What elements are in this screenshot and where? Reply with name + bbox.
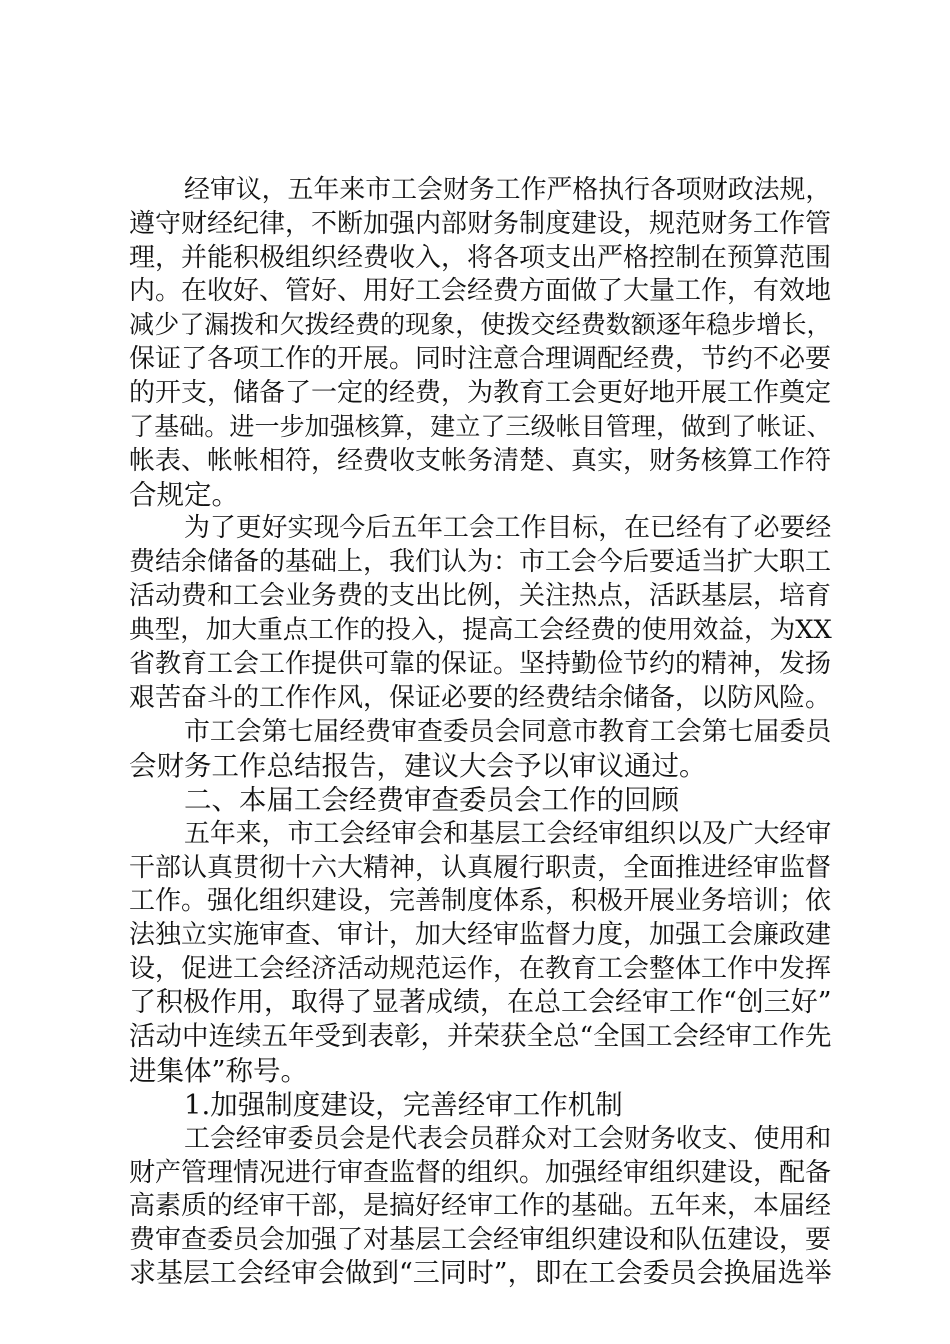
text-line: 减少了漏拨和欠拨经费的现象，使拨交经费数额逐年稳步增长， [129, 310, 832, 339]
text-line: 遵守财经纪律，不断加强内部财务制度建设，规范财务工作管 [129, 209, 832, 239]
text-line: 求基层工会经审会做到“三同时”，即在工会委员会换届选举 [129, 1258, 832, 1289]
text-line: 工会经审委员会是代表会员群众对工会财务收支、使用和 [184, 1124, 832, 1154]
text-line: 保证了各项工作的开展。同时注意合理调配经费，节约不必要 [129, 344, 832, 374]
text-line: 省教育工会工作提供可靠的保证。坚持勤俭节约的精神，发扬 [129, 649, 832, 679]
text-line: 帐表、帐帐相符，经费收支帐务清楚、真实，财务核算工作符 [129, 446, 832, 476]
text-line: 为了更好实现今后五年工会工作目标，在已经有了必要经 [184, 513, 832, 543]
text-line: 工作。强化组织建设，完善制度体系，积极开展业务培训；依 [129, 886, 832, 916]
text-line: 经审议，五年来市工会财务工作严格执行各项财政法规， [184, 175, 832, 205]
subsection-heading: 1.加强制度建设，完善经审工作机制 [184, 1089, 623, 1121]
section-heading: 二、本届工会经费审查委员会工作的回顾 [184, 784, 679, 816]
text-line: 干部认真贯彻十六大精神，认真履行职责，全面推进经审监督 [129, 853, 832, 883]
text-line: 活动费和工会业务费的支出比例，关注热点，活跃基层，培育 [129, 581, 832, 611]
text-line: 合规定。 [129, 479, 239, 511]
text-line: 典型，加大重点工作的投入，提高工会经费的使用效益，为XX [129, 615, 832, 645]
text-line: 的开支，储备了一定的经费，为教育工会更好地开展工作奠定 [129, 378, 832, 408]
text-line: 了积极作用，取得了显著成绩，在总工会经审工作“创三好” [129, 987, 832, 1018]
text-line: 法独立实施审查、审计，加大经审监督力度，加强工会廉政建 [129, 920, 832, 950]
text-line: 费审查委员会加强了对基层工会经审组织建设和队伍建设，要 [129, 1225, 832, 1255]
text-line: 内。在收好、管好、用好工会经费方面做了大量工作，有效地 [129, 276, 832, 306]
text-line: 了基础。进一步加强核算，建立了三级帐目管理，做到了帐证、 [129, 412, 832, 441]
text-line: 高素质的经审干部，是搞好经审工作的基础。五年来，本届经 [129, 1191, 832, 1221]
text-line: 市工会第七届经费审查委员会同意市教育工会第七届委员 [184, 717, 832, 747]
text-line: 理，并能积极组织经费收入，将各项支出严格控制在预算范围 [129, 243, 832, 273]
text-line: 进集体”称号。 [129, 1055, 309, 1087]
text-line: 会财务工作总结报告，建议大会予以审议通过。 [129, 750, 707, 782]
text-line: 费结余储备的基础上，我们认为：市工会今后要适当扩大职工 [129, 547, 832, 577]
text-line: 活动中连续五年受到表彰，并荣获全总“全国工会经审工作先 [129, 1021, 832, 1052]
text-line: 设，促进工会经济活动规范运作，在教育工会整体工作中发挥 [129, 954, 832, 984]
text-line: 艰苦奋斗的工作作风，保证必要的经费结余储备，以防风险。 [129, 683, 832, 713]
text-line: 财产管理情况进行审查监督的组织。加强经审组织建设，配备 [129, 1158, 832, 1188]
text-line: 五年来，市工会经审会和基层工会经审组织以及广大经审 [184, 819, 832, 849]
